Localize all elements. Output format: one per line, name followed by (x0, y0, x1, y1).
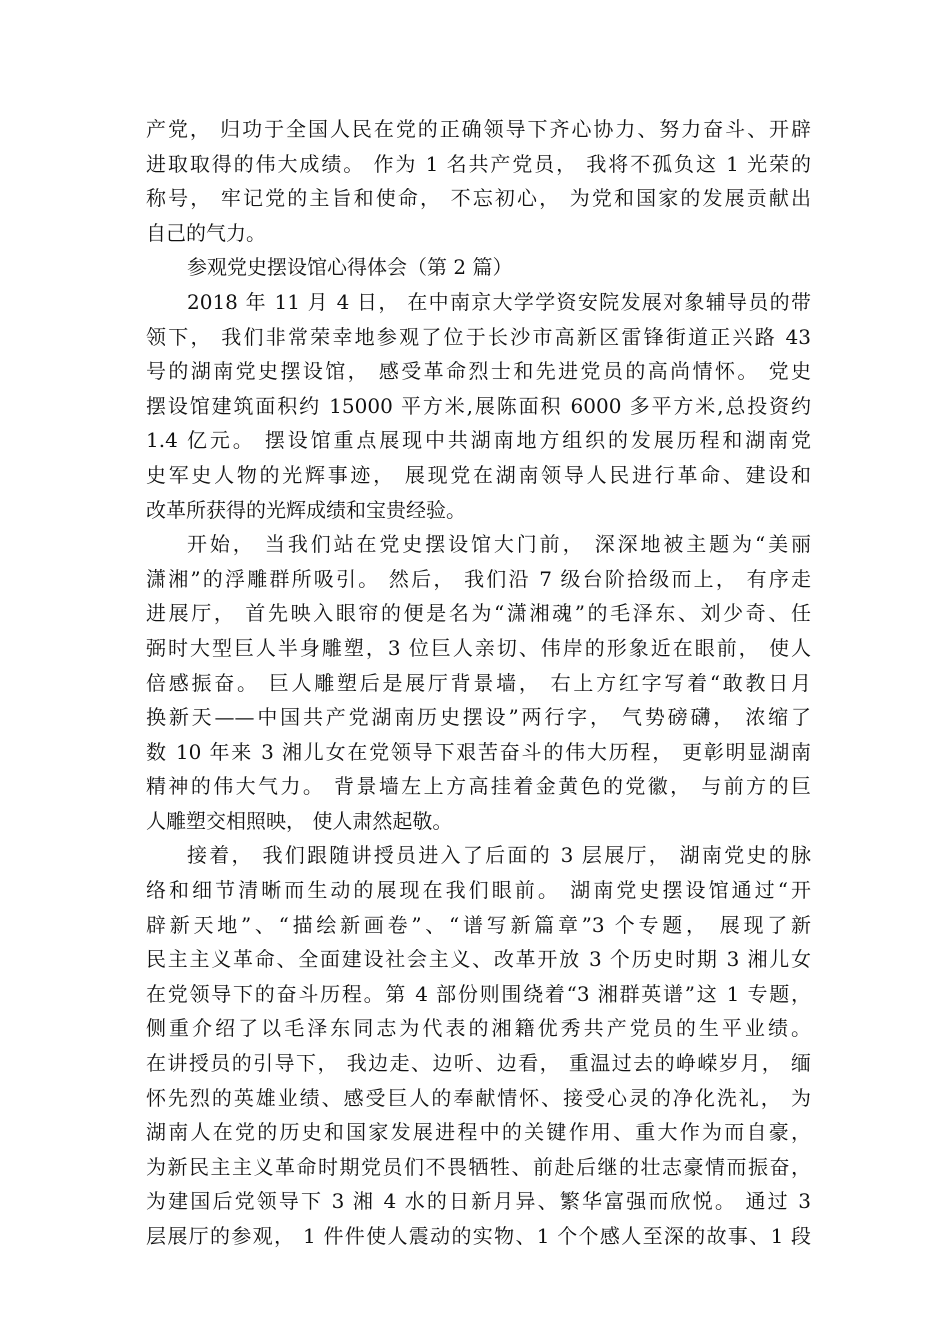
text-line: 史军史人物的光辉事迹， 展现党在湖南领导人民进行革命、建设和 (146, 462, 811, 487)
text-line: 为新民主主义革命时期党员们不畏牺牲、前赴后继的壮志豪情而振奋， (146, 1154, 811, 1179)
paragraph-start-line: 接着， 我们跟随讲授员进入了后面的 3 层展厅， 湖南党史的脉 (187, 843, 811, 868)
text-line: 为建国后党领导下 3 湘 4 水的日新月异、繁华富强而欣悦。 通过 3 (146, 1189, 811, 1214)
text-line: 1.4 亿元。 摆设馆重点展现中共湖南地方组织的发展历程和湖南党 (146, 428, 811, 453)
text-line: 潇湘”的浮雕群所吸引。 然后， 我们沿 7 级台阶拾级而上， 有序走 (146, 566, 811, 591)
text-line: 进展厅， 首先映入眼帘的便是名为“潇湘魂”的毛泽东、刘少奇、任 (146, 601, 811, 626)
text-line: 精神的伟大气力。 背景墙左上方高挂着金黄色的党徽， 与前方的巨 (146, 774, 811, 799)
text-line: 弼时大型巨人半身雕塑，3 位巨人亲切、伟岸的形象近在眼前， 使人 (146, 635, 811, 660)
text-line: 在讲授员的引导下， 我边走、边听、边看， 重温过去的峥嵘岁月， 缅 (146, 1051, 811, 1076)
text-line: 进取取得的伟大成绩。 作为 1 名共产党员， 我将不孤负这 1 光荣的 (146, 151, 811, 176)
text-line: 产党， 归功于全国人民在党的正确领导下齐心协力、努力奋斗、开辟 (146, 117, 811, 141)
text-line: 摆设馆建筑面积约 15000 平方米,展陈面积 6000 多平方米,总投资约 (146, 393, 811, 418)
text-line: 在党领导下的奋斗历程。第 4 部份则围绕着“3 湘群英谱”这 1 专题， (146, 981, 811, 1006)
text-line: 侧重介绍了以毛泽东同志为代表的湘籍优秀共产党员的生平业绩。 (146, 1016, 811, 1041)
document-body (146, 112, 811, 1254)
text-line: 湖南人在党的历史和国家发展进程中的关键作用、重大作为而自豪， (146, 1120, 811, 1145)
text-line: 领下， 我们非常荣幸地参观了位于长沙市高新区雷锋街道正兴路 43 (146, 324, 811, 349)
text-line: 称号， 牢记党的主旨和使命， 不忘初心， 为党和国家的发展贡献出 (146, 186, 811, 211)
paragraph-start-line: 开始， 当我们站在党史摆设馆大门前， 深深地被主题为“美丽 (187, 532, 811, 557)
text-line: 数 10 年来 3 湘儿女在党领导下艰苦奋斗的伟大历程， 更彰明显湖南 (146, 739, 811, 764)
text-line: 怀先烈的英雄业绩、感受巨人的奉献情怀、接受心灵的净化洗礼， 为 (146, 1085, 811, 1110)
paragraph-start-line: 2018 年 11 月 4 日， 在中南京大学学资安院发展对象辅导员的带 (187, 289, 811, 314)
text-line: 改革所获得的光辉成绩和宝贵经验。 (146, 497, 466, 522)
text-line: 人雕塑交相照映， 使人肃然起敬。 (146, 808, 453, 833)
text-line: 民主主义革命、全面建设社会主义、改革开放 3 个历史时期 3 湘儿女 (146, 947, 811, 972)
text-line: 倍感振奋。 巨人雕塑后是展厅背景墙， 右上方红字写着“敢教日月 (146, 670, 811, 695)
text-line: 络和细节清晰而生动的展现在我们眼前。 湖南党史摆设馆通过“开 (146, 878, 811, 903)
text-line: 辟新天地”、“描绘新画卷”、“谱写新篇章”3 个专题， 展现了新 (146, 912, 811, 937)
text-line: 号的湖南党史摆设馆， 感受革命烈士和先进党员的高尚情怀。 党史 (146, 359, 811, 384)
text-line: 换新天——中国共产党湖南历史摆设”两行字， 气势磅礴， 浓缩了 (146, 705, 811, 730)
paragraph-start-line: 参观党史摆设馆心得体会（第 2 篇） (187, 255, 513, 280)
text-line: 层展厅的参观， 1 件件使人震动的实物、1 个个感人至深的故事、1 段 (146, 1224, 811, 1248)
text-line: 自己的气力。 (146, 220, 266, 245)
